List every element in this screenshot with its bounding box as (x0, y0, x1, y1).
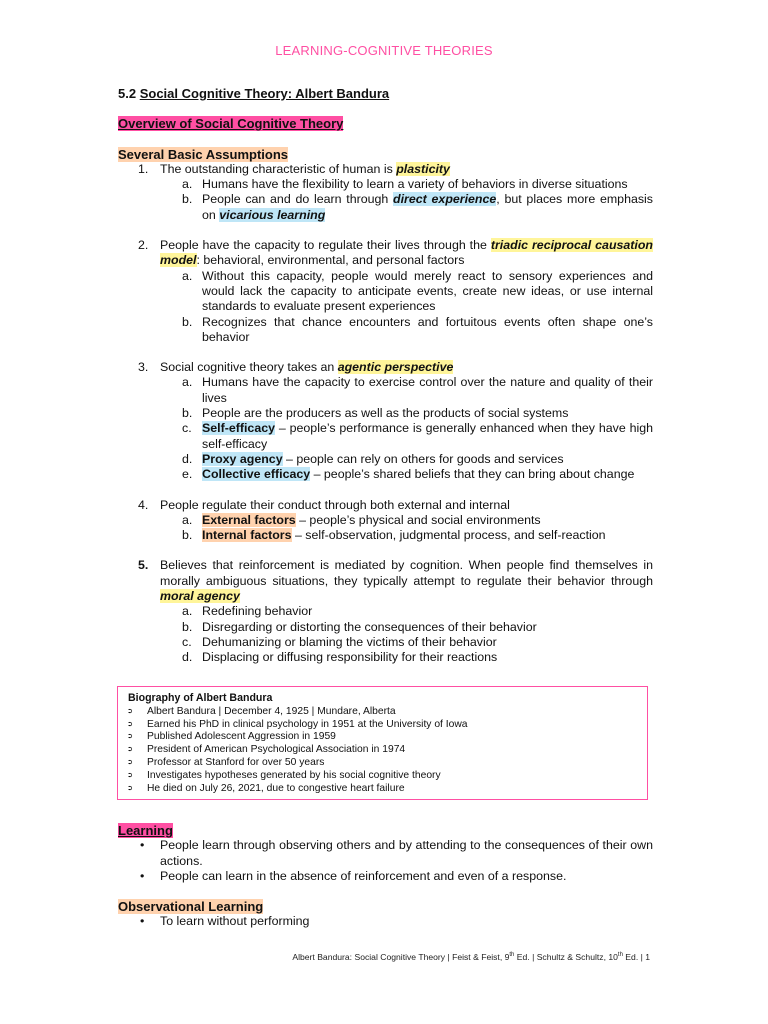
biography-item (126, 770, 647, 783)
biography-title: Biography of Albert Bandura (128, 692, 273, 704)
sub-marker: a. (182, 512, 193, 527)
list-marker: 5. (138, 558, 149, 573)
sub-item (182, 452, 653, 467)
sub-text: Redefining behavior (202, 604, 313, 619)
key-term: vicarious learning (219, 207, 326, 222)
sub-item (182, 406, 653, 421)
sub-text: – people’s performance is generally enhanced when they have high self-efficacy (202, 421, 653, 451)
section-title (118, 86, 653, 101)
sub-item (182, 421, 653, 452)
learning-list (118, 838, 653, 884)
sub-text: People can and do learn through (202, 192, 394, 207)
sub-list (182, 177, 653, 223)
key-term: moral agency (160, 589, 240, 604)
footer-sup: th (617, 952, 623, 959)
assumption-item (118, 238, 653, 360)
assumption-text: Social cognitive theory takes an (160, 360, 338, 375)
biography-item (126, 783, 647, 796)
observational-heading-text: Observational Learning (118, 899, 264, 915)
assumption-item (118, 360, 653, 497)
footer-text: Albert Bandura: Social Cognitive Theory | Feist & Feist, 9 (292, 952, 510, 962)
sub-marker: d. (182, 451, 193, 466)
sub-list (182, 269, 653, 345)
biography-text: Published Adolescent Aggression in 1959 (147, 731, 336, 743)
key-term: Proxy agency (202, 451, 283, 466)
biography-text: Albert Bandura | December 4, 1925 | Mundare, Alberta (147, 705, 396, 717)
sub-marker: d. (182, 650, 193, 665)
footer-text: Ed. | Schultz & Schultz, 10 (514, 952, 618, 962)
learning-heading-text: Learning (118, 823, 173, 838)
sub-marker: a. (182, 375, 193, 390)
section-title-text: Social Cognitive Theory: Albert Bandura (139, 86, 390, 101)
sub-item (182, 467, 653, 482)
overview-heading-text: Overview of Social Cognitive Theory (118, 116, 344, 132)
sub-marker: b. (182, 528, 193, 543)
biography-text: Professor at Stanford for over 50 years (147, 756, 325, 768)
arrow-bullet-icon: ➲ (127, 746, 133, 754)
sub-text: Displacing or diffusing responsibility for their reactions (202, 650, 498, 665)
sub-item (182, 269, 653, 315)
key-term: plasticity (396, 161, 450, 176)
page-header: LEARNING-COGNITIVE THEORIES (275, 43, 493, 58)
sub-text: Dehumanizing or blaming the victims of their behavior (202, 634, 497, 649)
learning-text: People can learn in the absence of reinforcement and even of a response. (160, 868, 567, 883)
key-term: direct experience (393, 192, 497, 207)
arrow-bullet-icon: ➲ (127, 758, 133, 766)
key-term: triadic reciprocal causation model (160, 238, 654, 268)
assumption-text: Believes that reinforcement is mediated by cognition. When people find themselves in morally ambiguous situations, they typically attempt to regulate their behavior through (160, 558, 653, 588)
arrow-bullet-icon: ➲ (127, 771, 133, 779)
biography-item (126, 719, 647, 732)
sub-text: Humans have the flexibility to learn a variety of behaviors in diverse situations (202, 177, 628, 192)
lower-content (118, 823, 653, 930)
key-term: Internal factors (202, 528, 292, 543)
main-content (118, 86, 653, 666)
footer-sup: th (509, 952, 515, 959)
biography-text: Earned his PhD in clinical psychology in 1951 at the University of Iowa (147, 718, 468, 730)
sub-item (182, 620, 653, 635)
arrow-bullet-icon: ➲ (127, 707, 133, 715)
biography-text: President of American Psychological Association in 1974 (147, 744, 406, 756)
biography-item (126, 757, 647, 770)
footer-text: Ed. | 1 (622, 952, 650, 962)
bullet-icon: • (140, 838, 145, 853)
sub-marker: e. (182, 467, 193, 482)
sub-marker: b. (182, 314, 193, 329)
sub-text: , but places more emphasis on (202, 192, 653, 222)
sub-item (182, 192, 653, 223)
sub-marker: c. (182, 634, 192, 649)
sub-list (182, 604, 653, 665)
sub-marker: a. (182, 268, 193, 283)
list-marker: 2. (138, 238, 149, 253)
sub-text: – people’s physical and social environments (295, 512, 541, 527)
arrow-bullet-icon: ➲ (127, 733, 133, 741)
biography-text: Investigates hypotheses generated by his social cognitive theory (147, 769, 441, 781)
sub-marker: b. (182, 406, 193, 421)
list-marker: 1. (138, 161, 149, 176)
arrow-bullet-icon: ➲ (127, 784, 133, 792)
sub-marker: b. (182, 192, 193, 207)
key-term: Collective efficacy (202, 467, 311, 482)
sub-marker: a. (182, 177, 193, 192)
key-term: Self-efficacy (202, 421, 276, 436)
sub-item (182, 177, 653, 192)
biography-text: He died on July 26, 2021, due to congestive heart failure (147, 782, 405, 794)
sub-item (182, 528, 653, 543)
biography-list (126, 706, 647, 796)
assumption-text: The outstanding characteristic of human is (160, 161, 397, 176)
biography-item (126, 706, 647, 719)
sub-list (182, 513, 653, 544)
sub-text: – self-observation, judgmental process, and self-reaction (291, 528, 606, 543)
observational-text: To learn without performing (160, 914, 310, 929)
assumptions-heading (118, 147, 653, 162)
assumptions-list (118, 162, 653, 666)
learning-heading (118, 823, 653, 838)
biography-item (126, 744, 647, 757)
assumption-text: People regulate their conduct through both external and internal (160, 497, 510, 512)
bullet-icon: • (140, 868, 145, 883)
sub-item (182, 650, 653, 665)
sub-item (182, 513, 653, 528)
assumptions-heading-text: Several Basic Assumptions (118, 146, 289, 162)
sub-text: People are the producers as well as the products of social systems (202, 406, 569, 421)
sub-item (182, 635, 653, 650)
assumption-text: : behavioral, environmental, and personal factors (196, 253, 465, 268)
key-term: agentic perspective (337, 360, 454, 375)
page-footer (292, 952, 650, 962)
sub-marker: b. (182, 619, 193, 634)
arrow-bullet-icon: ➲ (127, 720, 133, 728)
sub-text: Disregarding or distorting the consequences of their behavior (202, 619, 537, 634)
section-number: 5.2 (118, 86, 137, 101)
key-term: External factors (202, 512, 296, 527)
sub-list (182, 375, 653, 482)
list-marker: 4. (138, 497, 149, 512)
assumption-text: People have the capacity to regulate their lives through the (160, 238, 491, 253)
observational-item (118, 914, 653, 929)
sub-text: Recognizes that chance encounters and fortuitous events often shape one’s behavior (202, 314, 653, 344)
overview-heading (118, 116, 653, 131)
learning-item (118, 838, 653, 869)
sub-text: Humans have the capacity to exercise control over the nature and quality of their lives (202, 375, 653, 405)
learning-text: People learn through observing others and by attending to the consequences of their own actions. (160, 838, 653, 868)
biography-box (117, 686, 648, 800)
sub-marker: a. (182, 604, 193, 619)
sub-item (182, 604, 653, 619)
assumption-item (118, 162, 653, 238)
assumption-item (118, 498, 653, 559)
learning-item (118, 869, 653, 884)
sub-text: – people’s shared beliefs that they can bring about change (310, 467, 635, 482)
observational-list (118, 914, 653, 929)
observational-heading (118, 899, 653, 914)
bullet-icon: • (140, 914, 145, 929)
biography-item (126, 731, 647, 744)
list-marker: 3. (138, 360, 149, 375)
sub-text: Without this capacity, people would merely react to sensory experiences and would lack the capacity to anticipate events, create new ideas, or use internal standards to evaluate present experiences (202, 268, 653, 314)
assumption-item (118, 558, 653, 665)
sub-marker: c. (182, 421, 192, 436)
sub-item (182, 375, 653, 406)
sub-item (182, 315, 653, 346)
sub-text: – people can rely on others for goods and services (282, 451, 564, 466)
